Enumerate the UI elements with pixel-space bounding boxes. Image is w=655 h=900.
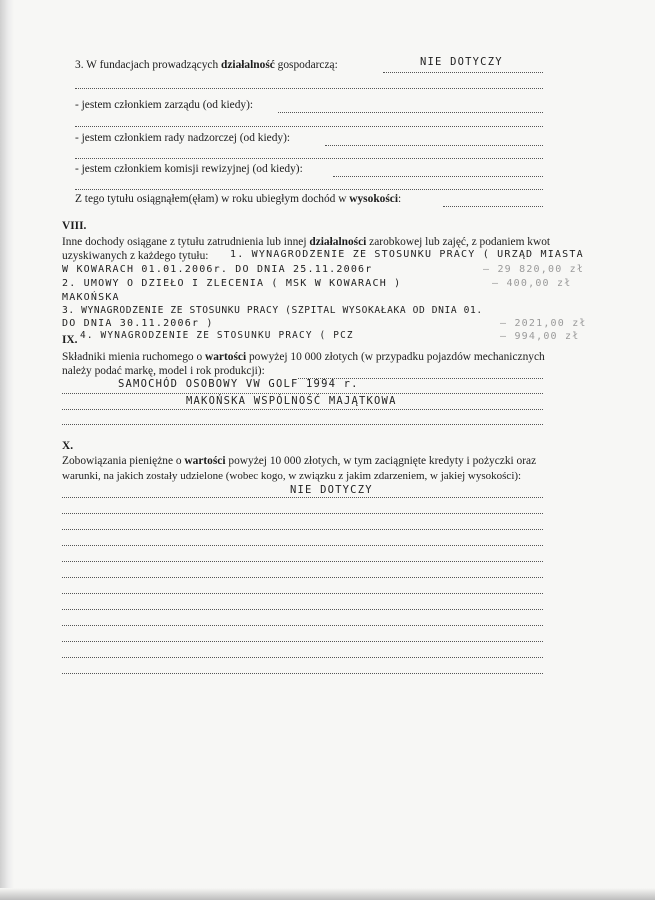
- dotted-line: [62, 513, 543, 514]
- section3-line: [75, 58, 338, 72]
- section8-intro: [62, 235, 550, 249]
- rada-label: - jestem członkiem rady nadzorczej (od kiedy):: [75, 132, 291, 144]
- dotted-line: [62, 641, 543, 642]
- section3-prefix: 3. W fundacjach prowadzących: [75, 59, 222, 71]
- dotted-line: [75, 88, 543, 89]
- income-prefix: Z tego tytułu osiągnąłem(ęłam) w roku ubiegłym dochód w: [75, 193, 350, 205]
- dotted-line: [325, 145, 543, 146]
- dotted-line: [62, 393, 543, 394]
- scan-edge-bottom: [0, 888, 655, 900]
- section9-intro-line2: należy podać markę, model i rok produkcji):: [62, 365, 265, 377]
- dotted-line: [75, 126, 543, 127]
- komisja-label: - jestem członkiem komisji rewizyjnej (od kiedy):: [75, 163, 303, 175]
- dotted-line: [62, 497, 543, 498]
- handwritten-amount: – 29 820,00 zł: [483, 264, 585, 275]
- section10-intro: [62, 454, 536, 468]
- handwritten-entry: MAKOŃSKA WSPÓLNOŚĆ MAJĄTKOWA: [186, 395, 397, 407]
- section10-intro-prefix: Zobowiązania pieniężne o: [62, 455, 185, 467]
- dotted-line: [62, 593, 543, 594]
- section8-intro-bold: działalności: [309, 236, 367, 248]
- dotted-line: [62, 577, 543, 578]
- section10-intro-suffix: powyżej 10 000 złotych, w tym zaciągnięte kredyty i pożyczki oraz: [225, 455, 537, 467]
- section3-suffix: gospodarczą:: [274, 59, 338, 71]
- dotted-line: [62, 561, 543, 562]
- section9-intro-bold: wartości: [205, 351, 247, 363]
- dotted-line: [75, 158, 543, 159]
- handwritten-entry: SAMOCHÓD OSOBOWY VW GOLF 1994 r.: [118, 378, 359, 390]
- income-suffix: :: [398, 193, 402, 205]
- section8-intro-prefix: Inne dochody osiągane z tytułu zatrudnienia lub innej: [62, 236, 310, 248]
- section8-intro-line2: uzyskiwanych z każdego tytułu:: [62, 250, 209, 262]
- handwritten-amount: – 400,00 zł: [492, 278, 572, 289]
- handwritten-entry: DO DNIA 30.11.2006r ): [62, 318, 214, 329]
- dotted-line: [62, 673, 543, 674]
- dotted-line: [62, 609, 543, 610]
- income-line: [75, 192, 401, 206]
- handwritten-entry: 1. WYNAGRODZENIE ZE STOSUNKU PRACY ( URZĄD MIASTA: [230, 249, 584, 260]
- scan-edge-left: [0, 0, 14, 900]
- handwritten-entry: 2. UMOWY O DZIEŁO I ZLECENIA ( MSK W KOWARACH ): [62, 278, 402, 289]
- section10-intro-line2: warunki, na jakich zostały udzielone (wobec kogo, w związku z jakim zdarzeniem, w jakiej wysokości):: [62, 470, 522, 482]
- section10-intro-bold: wartości: [184, 455, 226, 467]
- dotted-line: [62, 545, 543, 546]
- section9-intro-prefix: Składniki mienia ruchomego o: [62, 351, 205, 363]
- dotted-line: [62, 529, 543, 530]
- handwritten-entry: MAKOŃSKA: [62, 292, 120, 303]
- dotted-line: [62, 409, 543, 410]
- section9-heading: IX.: [62, 334, 78, 346]
- dotted-line: [62, 625, 543, 626]
- dotted-line: [62, 657, 543, 658]
- dotted-line: [383, 72, 543, 73]
- handwritten-amount: – 2021,00 zł: [500, 318, 587, 329]
- handwritten-entry: 3. WYNAGRODZENIE ZE STOSUNKU PRACY (SZPITAL WYSOKAŁAKA OD DNIA 01.: [62, 305, 483, 316]
- section3-bold: działalność: [221, 59, 275, 71]
- income-bold: wysokości: [349, 193, 398, 205]
- zarzad-label: - jestem członkiem zarządu (od kiedy):: [75, 99, 254, 111]
- section8-heading: VIII.: [62, 220, 87, 232]
- section9-intro-suffix: powyżej 10 000 złotych (w przypadku pojazdów mechanicznych: [246, 351, 545, 363]
- dotted-line: [278, 112, 543, 113]
- dotted-line: [75, 189, 543, 190]
- section10-heading: X.: [62, 440, 74, 452]
- handwritten-entry: W KOWARACH 01.01.2006r. DO DNIA 25.11.2006r: [62, 264, 373, 275]
- handwritten-amount: – 994,00 zł: [500, 331, 580, 342]
- dotted-line: [333, 176, 543, 177]
- dotted-line: [443, 206, 543, 207]
- dotted-line: [62, 424, 543, 425]
- section3-answer: NIE DOTYCZY: [420, 56, 503, 68]
- section9-intro: [62, 350, 545, 364]
- handwritten-entry: 4. WYNAGRODZENIE ZE STOSUNKU PRACY ( PCZ: [80, 330, 354, 341]
- section10-answer: NIE DOTYCZY: [290, 484, 373, 496]
- section8-intro-suffix: zarobkowej lub zajęć, z podaniem kwot: [366, 236, 551, 248]
